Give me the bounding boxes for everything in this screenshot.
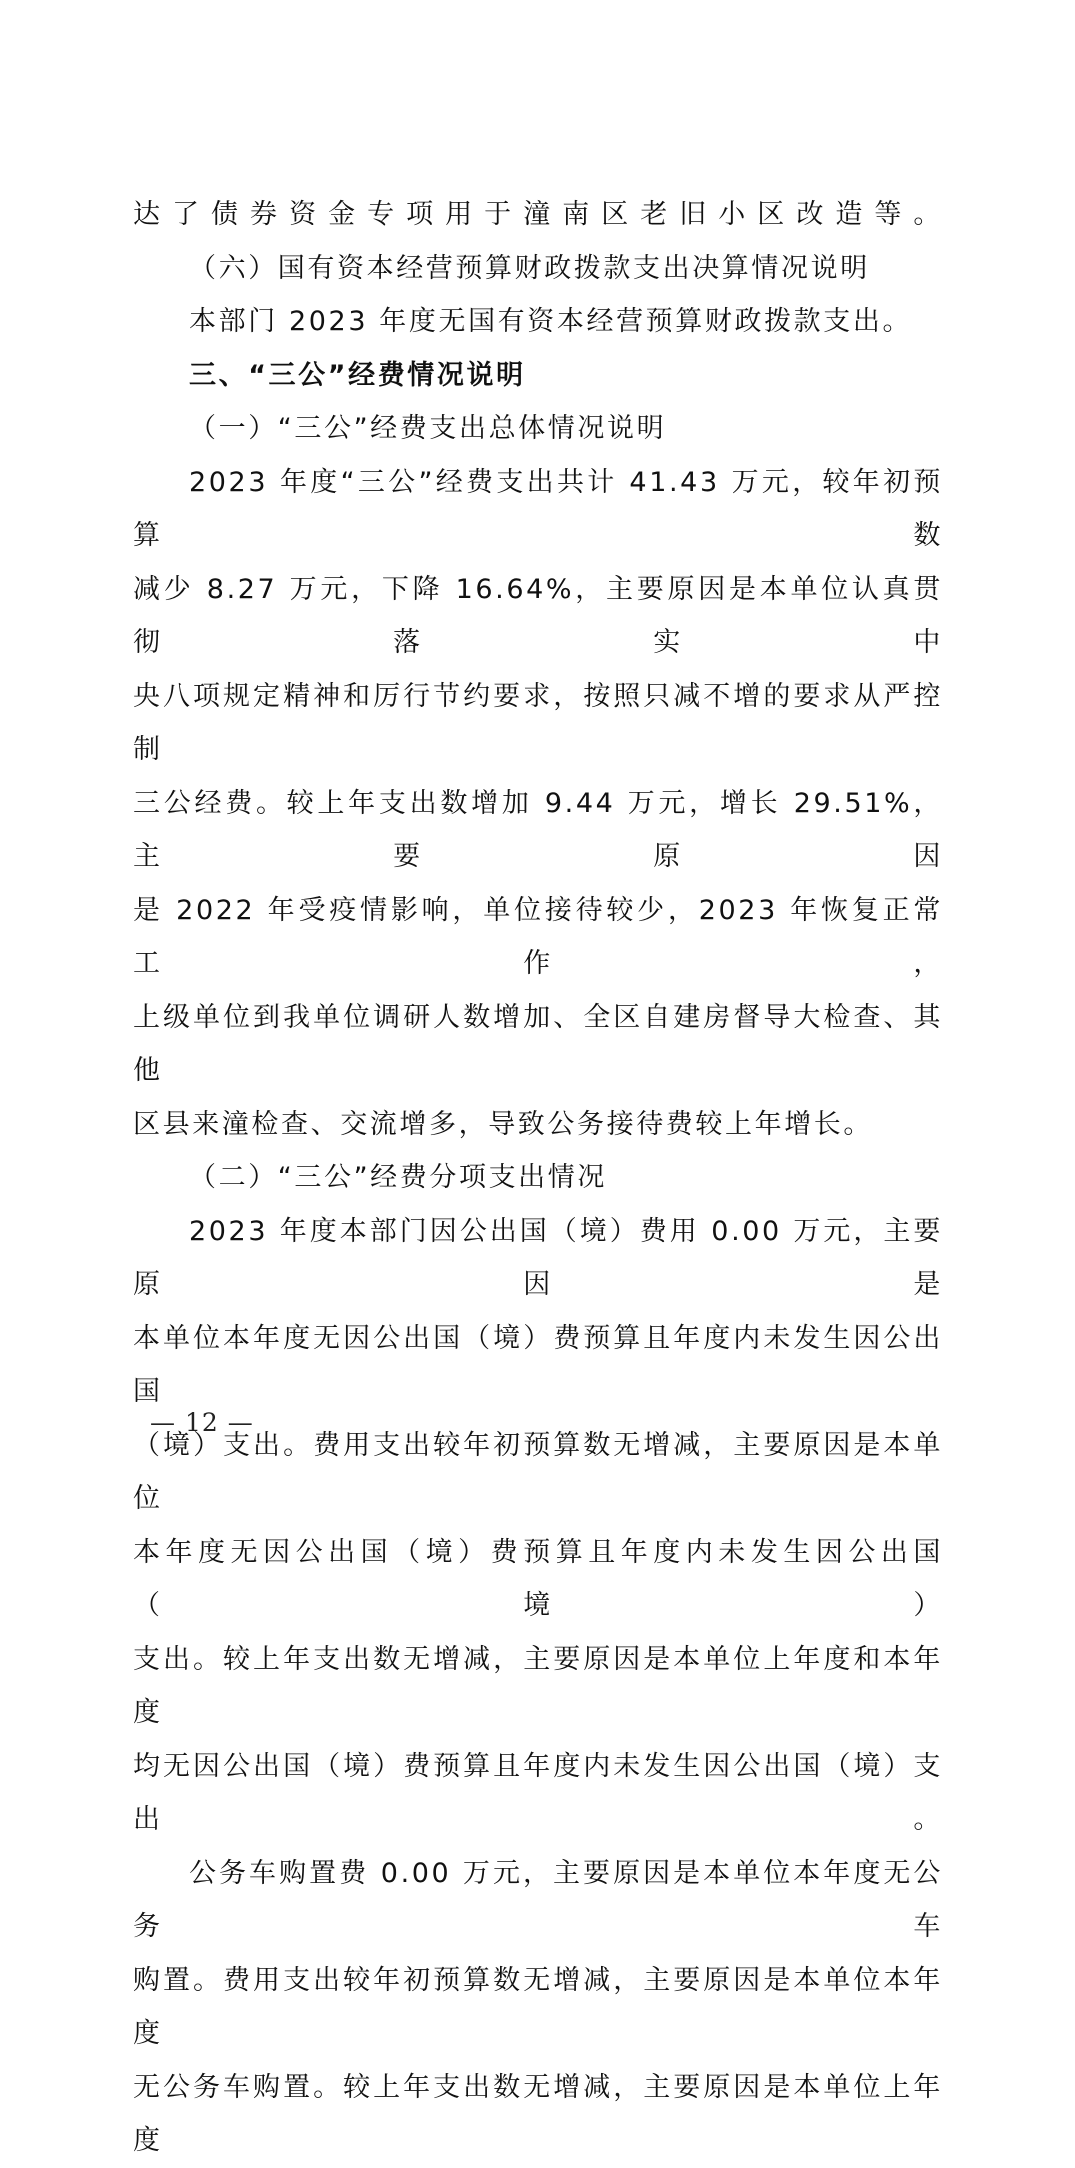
- text-line: 央八项规定精神和厉行节约要求，按照只减不增的要求从严控制: [133, 680, 943, 765]
- text-line: 上级单位到我单位调研人数增加、全区自建房督导大检查、其他: [133, 1001, 943, 1086]
- text-line: 本年度无因公出国（境）费预算且年度内未发生因公出国（境）: [133, 1536, 943, 1621]
- page-number: — 12 —: [150, 1408, 254, 1437]
- text-line: 无公务车购置。较上年支出数无增减，主要原因是本单位上年度: [133, 2071, 943, 2156]
- text-line: 支出。较上年支出数无增减，主要原因是本单位上年度和本年度: [133, 1643, 943, 1728]
- text-line: 区县来潼检查、交流增多，导致公务接待费较上年增长。: [133, 1108, 873, 1140]
- text-line: 公务车购置费 0.00 万元，主要原因是本单位本年度无公务车: [133, 1857, 943, 1942]
- text-line: 均无因公出国（境）费预算且年度内未发生因公出国（境）支出。: [133, 1750, 943, 1835]
- text-line: 购置。费用支出较年初预算数无增减，主要原因是本单位本年度: [133, 1964, 943, 2049]
- text-line: 是 2022 年受疫情影响，单位接待较少，2023 年恢复正常工作，: [133, 894, 943, 979]
- text-line: 本单位本年度无因公出国（境）费预算且年度内未发生因公出国: [133, 1322, 943, 1407]
- section-heading-6: （六）国有资本经营预算财政拨款支出决算情况说明: [189, 252, 870, 284]
- subsection-heading-2: （二）“三公”经费分项支出情况: [189, 1162, 607, 1193]
- text-line: 三公经费。较上年支出数增加 9.44 万元，增长 29.51%，主要原因: [133, 787, 943, 872]
- body-text: [133, 188, 943, 2168]
- section-heading-three: 三、“三公”经费情况说明: [189, 359, 526, 391]
- text-line: 2023 年度本部门因公出国（境）费用 0.00 万元，主要原因是: [133, 1215, 943, 1300]
- subsection-heading-1: （一）“三公”经费支出总体情况说明: [189, 413, 667, 444]
- text-line: 减少 8.27 万元，下降 16.64%，主要原因是本单位认真贯彻落实中: [133, 573, 943, 658]
- text-line: 本部门 2023 年度无国有资本经营预算财政拨款支出。: [189, 306, 913, 337]
- text-line: 达了债券资金专项用于潼南区老旧小区改造等。: [133, 199, 943, 230]
- text-line: （境）支出。费用支出较年初预算数无增减，主要原因是本单位: [133, 1429, 943, 1514]
- text-line: 2023 年度“三公”经费支出共计 41.43 万元，较年初预算数: [133, 466, 943, 551]
